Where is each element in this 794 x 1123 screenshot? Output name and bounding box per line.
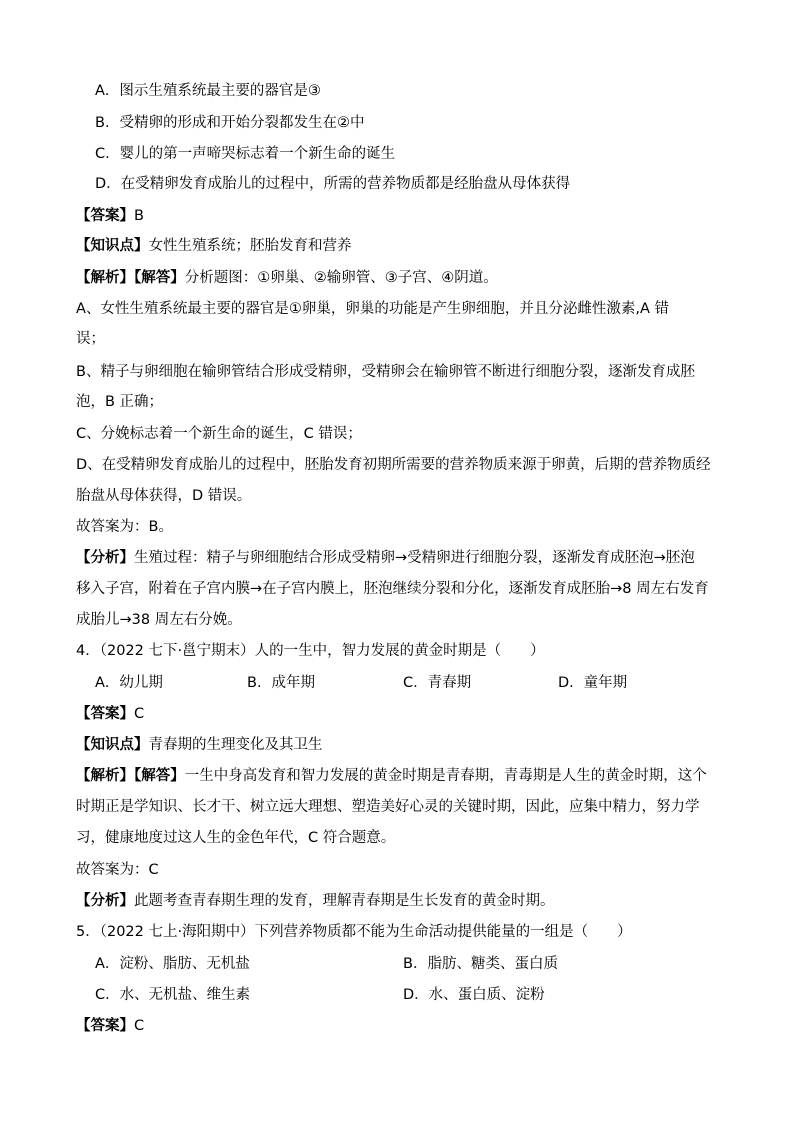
q3-analysis-line: 胎盘从母体获得，D 错误。 [76, 488, 252, 504]
review-text: 生殖过程：精子与卵细胞结合形成受精卵→受精卵进行细胞分裂，逐渐发育成胚泡→胚泡 [134, 550, 695, 566]
answer-tag: 【答案】 [76, 1018, 134, 1034]
q3-answer [76, 206, 144, 226]
knowledge-tag: 【知识点】 [76, 737, 149, 753]
answer-value: C [134, 1018, 145, 1034]
q4-option-a: A．幼儿期 [95, 675, 163, 691]
review-tag: 【分析】 [76, 893, 134, 909]
q4-knowledge [76, 735, 323, 755]
review-text: 此题考查青春期生理的发育，理解青春期是生长发育的黄金时期。 [134, 893, 555, 909]
q3-analysis-line: 误； [76, 331, 105, 347]
q3-option-c: C．婴儿的第一声啼哭标志着一个新生命的诞生 [95, 146, 396, 162]
answer-value: B [134, 208, 144, 224]
q3-final-answer: 故答案为：B。 [76, 519, 173, 535]
analysis-tag: 【解析】【解答】 [76, 270, 185, 286]
q3-analysis-line: B、精子与卵细胞在输卵管结合形成受精卵，受精卵会在输卵管不断进行细胞分裂，逐渐发育成胚 [76, 364, 695, 380]
q3-option-a: A．图示生殖系统最主要的器官是③ [95, 83, 321, 99]
knowledge-value: 青春期的生理变化及其卫生 [148, 737, 323, 753]
q3-option-b: B．受精卵的形成和开始分裂都发生在②中 [95, 115, 365, 131]
q4-option-d: D．童年期 [558, 675, 628, 691]
q3-analysis-intro [76, 268, 498, 288]
q5-option-d: D．水、蛋白质、淀粉 [403, 987, 545, 1003]
q5-option-c: C．水、无机盐、维生素 [95, 987, 251, 1003]
answer-tag: 【答案】 [76, 208, 134, 224]
q4-review [76, 891, 555, 911]
q5-option-b: B．脂肪、糖类、蛋白质 [403, 956, 558, 972]
q4-answer [76, 704, 144, 724]
answer-value: C [134, 706, 145, 722]
answer-tag: 【答案】 [76, 706, 134, 722]
q4-analysis-line: 时期正是学知识、长才干、树立远大理想、塑造美好心灵的关键时期，因此，应集中精力，努力学 [76, 799, 700, 815]
q3-review-line: 成胎儿→38 周左右分娩。 [76, 612, 242, 628]
q3-option-d: D．在受精卵发育成胎儿的过程中，所需的营养物质都是经胎盘从母体获得 [95, 176, 571, 192]
q5-option-a: A．淀粉、脂肪、无机盐 [95, 956, 250, 972]
analysis-tag: 【解析】【解答】 [76, 768, 185, 784]
analysis-intro-text: 分析题图：①卵巢、②输卵管、③子宫、④阴道。 [184, 270, 498, 286]
q4-stem: 4．（2022 七下·邕宁期末）人的一生中，智力发展的黄金时期是（ ） [76, 643, 545, 659]
q4-analysis-line: 习，健康地度过这人生的金色年代，C 符合题意。 [76, 830, 396, 846]
q3-review [76, 548, 695, 568]
q3-knowledge [76, 236, 352, 256]
q5-answer [76, 1016, 144, 1036]
q3-analysis-line: D、在受精卵发育成胎儿的过程中，胚胎发育初期所需要的营养物质来源于卵黄，后期的营养物质经 [76, 457, 711, 473]
q3-analysis-line: A、女性生殖系统最主要的器官是①卵巢，卵巢的功能是产生卵细胞，并且分泌雌性激素,A 错 [76, 301, 670, 317]
q4-analysis [76, 766, 707, 786]
q3-analysis-line: 泡，B 正确； [76, 394, 164, 410]
q4-option-b: B．成年期 [247, 675, 315, 691]
analysis-text: 一生中身高发育和智力发展的黄金时期是青春期，青毒期是人生的黄金时期，这个 [184, 768, 707, 784]
q5-stem: 5．（2022 七上·海阳期中）下列营养物质都不能为生命活动提供能量的一组是（ ） [76, 924, 632, 940]
knowledge-tag: 【知识点】 [76, 238, 149, 254]
q4-final-answer: 故答案为：C [76, 862, 159, 878]
q3-analysis-line: C、分娩标志着一个新生命的诞生，C 错误； [76, 426, 362, 442]
q4-option-c: C．青春期 [403, 675, 472, 691]
knowledge-value: 女性生殖系统；胚胎发育和营养 [148, 238, 352, 254]
q3-review-line: 移入子宫，附着在子宫内膜→在子宫内膜上，胚泡继续分裂和分化，逐渐发育成胚胎→8 周左右发育 [76, 581, 709, 597]
review-tag: 【分析】 [76, 550, 134, 566]
